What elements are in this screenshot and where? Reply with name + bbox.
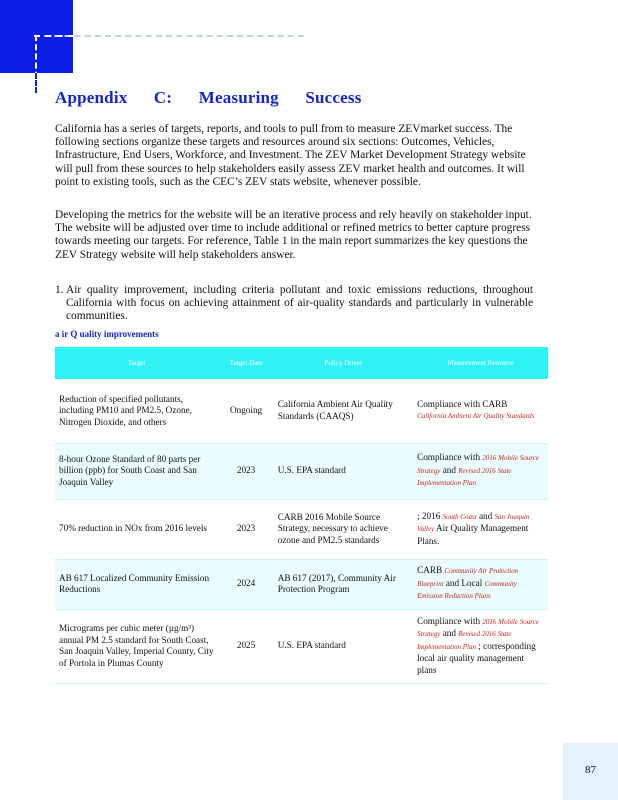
list-number: 1. [55, 284, 64, 296]
measurement-text: and [442, 464, 456, 475]
resource-link[interactable]: South Coast [442, 512, 477, 521]
list-text: improvement, including criteria pollutant and toxic emissions reductions, throughout California with focus on achieving attainment of air-quality standards and particularly in vulnerable communities. [66, 284, 533, 323]
measurement-text: Compliance with [417, 615, 481, 626]
measurement-text: Compliance with CARB [417, 398, 508, 409]
measurement-text: Compliance with [417, 452, 481, 463]
air-quality-table [55, 347, 548, 684]
page-title: Appendix C: Measuring Success [55, 88, 362, 107]
paragraph: Developing the metrics for the website will be an iterative process and rely heavily on stakeholder input. The website will be adjusted over time to include additional or refined metrics to better capture progress towards meeting our targets. For reference, Table 1 in the main report summarizes the key questions the ZEV Strategy website will help stakeholders answer. [55, 209, 532, 261]
resource-link[interactable]: Community Emission Reduction Plans [417, 579, 517, 601]
resource-link[interactable]: 2016 Mobile Source Strategy [417, 617, 539, 639]
target-cell: Micrograms per cubic meter (µg/m³) annual PM 2.5 standard for South Coast, San Joaquin Valley, Imperial County, City of Portola in Plumas County [55, 609, 218, 683]
resource-link[interactable]: 2016 Mobile Source Strategy [417, 454, 539, 475]
target-cell: 8-hour Ozone Standard of 80 parts per billion (ppb) for South Coast and San Joaquin Valley [55, 443, 218, 499]
resource-link[interactable]: San Joaquin Valley [417, 512, 530, 534]
measurement-cell [413, 609, 548, 683]
column-header: Policy Driver [274, 347, 413, 379]
table-row [55, 499, 548, 559]
target-cell: AB 617 Localized Community Emission Reductions [55, 559, 218, 609]
date-cell: 2024 [218, 559, 273, 609]
date-cell: 2023 [218, 499, 273, 559]
resource-link[interactable]: Revised 2016 State Implementation Plan [417, 466, 512, 488]
table-row [55, 609, 548, 683]
measurement-text: and Local [445, 577, 483, 588]
measurement-text: CARB [417, 565, 443, 576]
resource-link[interactable]: Revised 2016 State Implementation Plan [417, 630, 512, 651]
measurement-text: ; corresponding local air quality management plans [417, 640, 536, 675]
page-number: 87 [585, 764, 596, 776]
date-cell: 2023 [218, 443, 273, 499]
page-number-box [563, 743, 618, 800]
measurement-cell [413, 559, 548, 609]
table-row [55, 559, 548, 609]
column-header: Target [55, 347, 218, 379]
resource-link[interactable]: California Ambient Air Quality Standards [417, 412, 535, 421]
table-caption: a ir Q uality improvements [55, 329, 159, 339]
table-row [55, 443, 548, 499]
measurement-text: and [442, 628, 456, 639]
paragraph: California has a series of targets, reports, and tools to pull from to measure ZEVmarket success. The following sections organize these targets and resources around six sections: Outcomes, Vehicles, Infrastructure, End Users, Workforce, and Investment. The ZEV Market Development Strategy website will pull from these sources to help stakeholders easily assess ZEV market health and outcomes. It will point to existing tools, such as the CEC’s ZEV stats website, whenever possible. [55, 123, 526, 188]
date-cell: Ongoing [218, 379, 273, 443]
policy-cell: U.S. EPA standard [274, 609, 413, 683]
target-cell: Reduction of specified pollutants, including PM10 and PM2.5, Ozone, Nitrogen Dioxide, and others [55, 379, 218, 443]
measurement-cell [413, 379, 548, 443]
date-cell: 2025 [218, 609, 273, 683]
column-header: Target Date [218, 347, 273, 379]
table-row [55, 379, 548, 443]
list-item [55, 284, 533, 324]
measurement-cell [413, 499, 548, 559]
policy-cell: AB 617 (2017), Community Air Protection Program [274, 559, 413, 609]
list-lead: Air quality [66, 284, 119, 296]
measurement-cell [413, 443, 548, 499]
measurement-text: and [478, 510, 493, 521]
column-header: Measurement Resource [413, 347, 548, 379]
policy-cell: California Ambient Air Quality Standards (CAAQS) [274, 379, 413, 443]
policy-cell: CARB 2016 Mobile Source Strategy, necessary to achieve ozone and PM2.5 standards [274, 499, 413, 559]
dashed-rule [35, 73, 37, 93]
measurement-text: ; 2016 [417, 510, 441, 521]
resource-link[interactable]: Community Air Protection Blueprint [417, 567, 519, 588]
policy-cell: U.S. EPA standard [274, 443, 413, 499]
dashed-rule [34, 35, 74, 37]
target-cell: 70% reduction in NOx from 2016 levels [55, 499, 218, 559]
measurement-text: Air Quality Management Plans. [417, 523, 529, 546]
dashed-rule [34, 35, 304, 37]
